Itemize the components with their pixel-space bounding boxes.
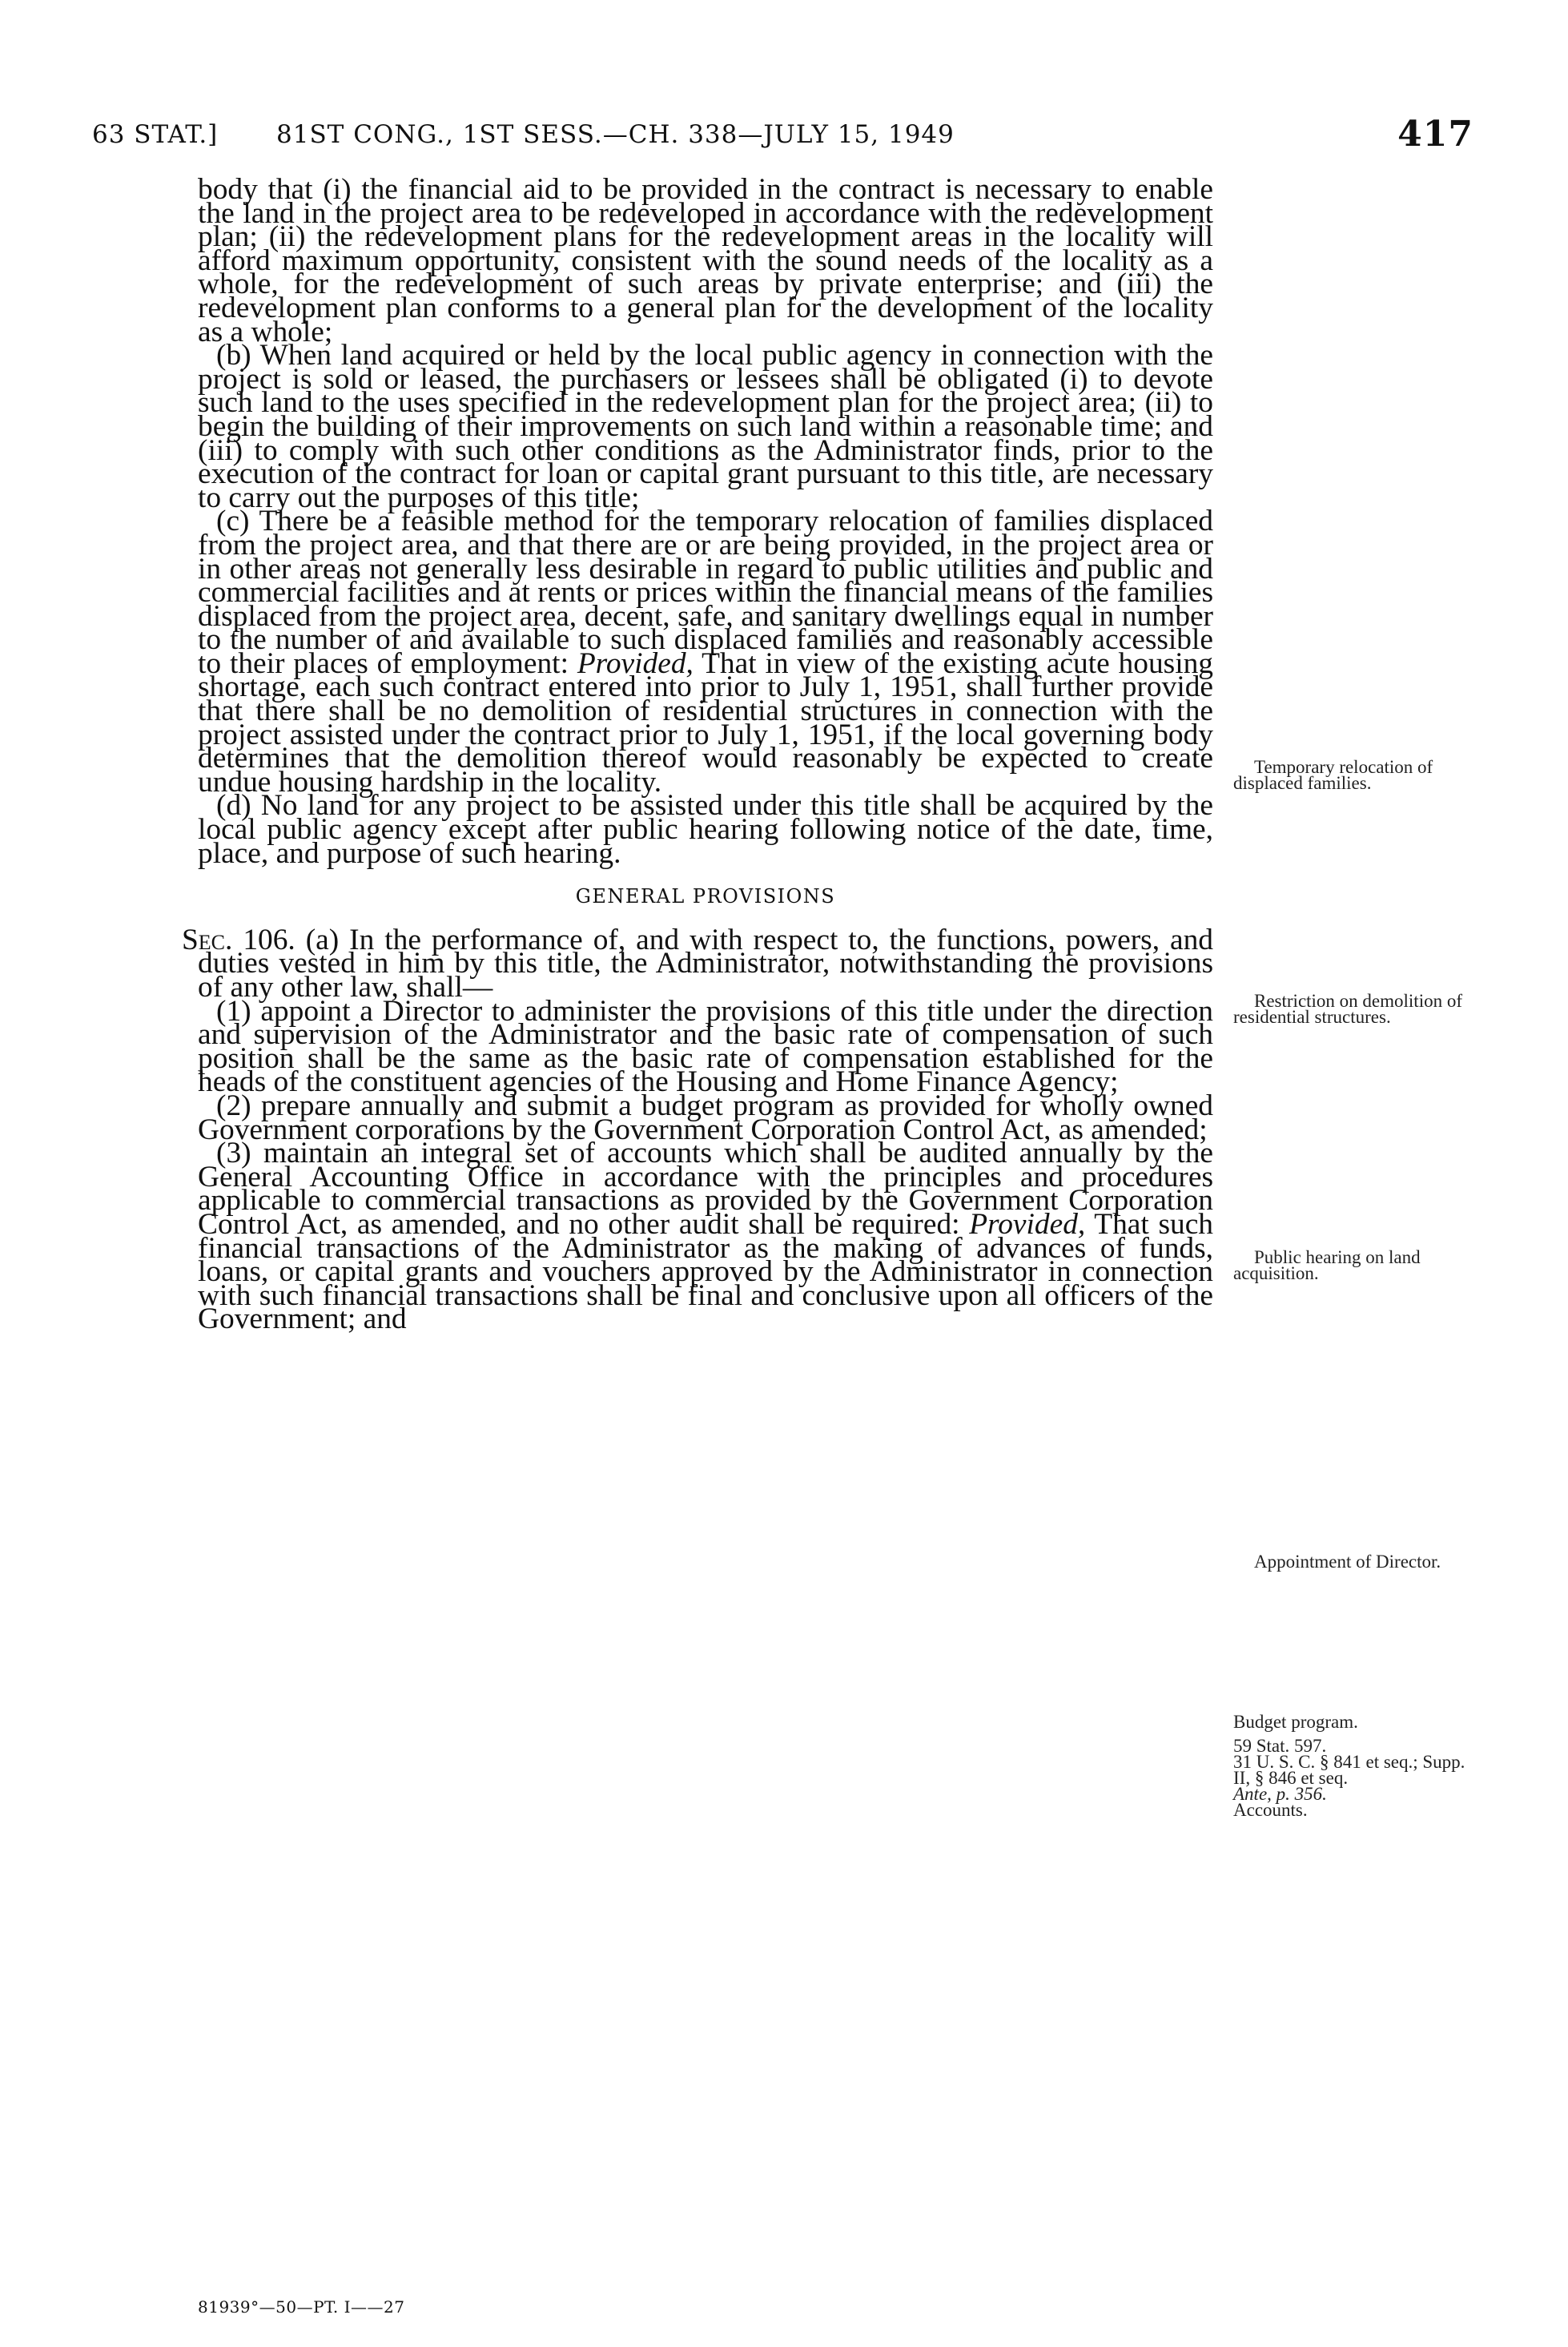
margin-note-temporary-relocation: Temporary relocation of displaced families.	[1233, 757, 1433, 793]
statute-body	[182, 173, 1213, 1336]
section-106-intro	[182, 923, 1213, 1004]
paragraph-d: (d) No land for any project to be assisted under this title shall be acquired by the local public agency except after public hearing following notice of the date, time, place, and purpose of such hearing.	[198, 789, 1213, 870]
section-label: Sec.	[182, 923, 233, 956]
section-106-text: 106. (a) In the performance of, and with respect to, the functions, powers, and duties vested in him by this title, the Administrator, notwithstanding the provisions of any other law, shall—	[198, 923, 1213, 1004]
citation-31-usc: 31 U. S. C. § 841 et seq.; Supp. II, § 846 et seq.	[1233, 1752, 1465, 1788]
margin-note-appointment: Appointment of Director.	[1254, 1552, 1441, 1572]
paragraph-c-part1: (c) There be a feasible method for the temporary relocation of families displaced from the project area, and that there are or are being provided, in the project area or in other areas not generally less desirable in regard to public utilities and public and commercial facilities and at rents or prices within the financial means of the families displaced from the project area, decent, safe, and sanitary dwellings equal in number to the number of and available to such displaced families and reasonably accessible to their places of employment:	[198, 505, 1213, 680]
margin-note-public-hearing: Public hearing on land acquisition.	[1233, 1247, 1421, 1283]
proviso-keyword: Provided,	[577, 646, 694, 680]
page-number: 417	[1397, 114, 1474, 155]
paragraph-a-continuation: body that (i) the financial aid to be provided in the contract is necessary to enable the land in the project area to be redeveloped in accordance with the redevelopment plan; (ii) the redevelopment plans for the redevelopment areas in the locality will afford maximum opportunity, consistent with the sound needs of the locality as a whole, for the redevelopment of such areas by private enterprise; and (iii) the redevelopment plan conforms to a general plan for the development of the locality as a whole;	[198, 173, 1213, 348]
page-header	[92, 114, 1474, 159]
paragraph-c-part2: That in view of the existing acute housing shortage, each such contract entered into prior to July 1, 1951, shall further provide that there shall be no demolition of residential structures in connection with the project assisted under the contract prior to July 1, 1951, if the local governing body determines that the demolition thereof would reasonably be expected to create undue housing hardship in the locality.	[198, 646, 1213, 799]
item-2: (2) prepare annually and submit a budget program as provided for wholly owned Government corporations by the Government Corporation Control Act, as amended;	[198, 1089, 1213, 1146]
paragraph-b: (b) When land acquired or held by the local public agency in connection with the project is sold or leased, the purchasers or lessees shall be obligated (i) to devote such land to the uses specified in the redevelopment plan for the project area; (ii) to begin the building of their improvements on such land within a reasonable time; and (iii) to comply with such other conditions as the Administrator finds, prior to the execution of the contract for loan or capital grant pursuant to this title, are necessary to carry out the purposes of this title;	[198, 339, 1213, 514]
item-1: (1) appoint a Director to administer the provisions of this title under the direction and supervision of the Administrator and the basic rate of compensation of such position shall be the same as the basic rate of compensation established for the heads of the constituent agencies of the Housing and Home Finance Agency;	[198, 994, 1213, 1099]
paragraph-c	[198, 505, 1213, 799]
item-3-part2: That such financial transactions of the Administrator as the making of advances of funds, loans, or capital grants and vouchers approved by the Administrator in connection with such financial transactions shall be final and conclusive upon all officers of the Government; and	[198, 1207, 1213, 1336]
margin-note-accounts: Accounts.	[1233, 1800, 1308, 1820]
section-heading: GENERAL PROVISIONS	[575, 885, 836, 908]
ante-citation: Ante, p. 356.	[1233, 1784, 1327, 1804]
margin-note-restriction: Restriction on demolition of residential structures.	[1233, 991, 1462, 1027]
item-3	[198, 1137, 1213, 1336]
printer-code: 81939°—50—PT. I——27	[198, 2297, 405, 2317]
margin-note-budget	[1233, 1714, 1486, 1818]
budget-program-note: Budget program.	[1233, 1712, 1358, 1732]
session-chapter-date: 81ST CONG., 1ST SESS.—CH. 338—JULY 15, 1949	[276, 120, 955, 149]
statute-volume: 63 STAT.]	[92, 120, 219, 149]
item-3-part1: (3) maintain an integral set of accounts which shall be audited annually by the General Accounting Office in accordance with the principles and procedures applicable to commercial transactions as provided by the Government Corporation Control Act, as amended, and no other audit shall be required:	[198, 1137, 1213, 1241]
citation-59-stat: 59 Stat. 597.	[1233, 1736, 1327, 1756]
proviso-keyword-2: Provided,	[969, 1207, 1086, 1241]
